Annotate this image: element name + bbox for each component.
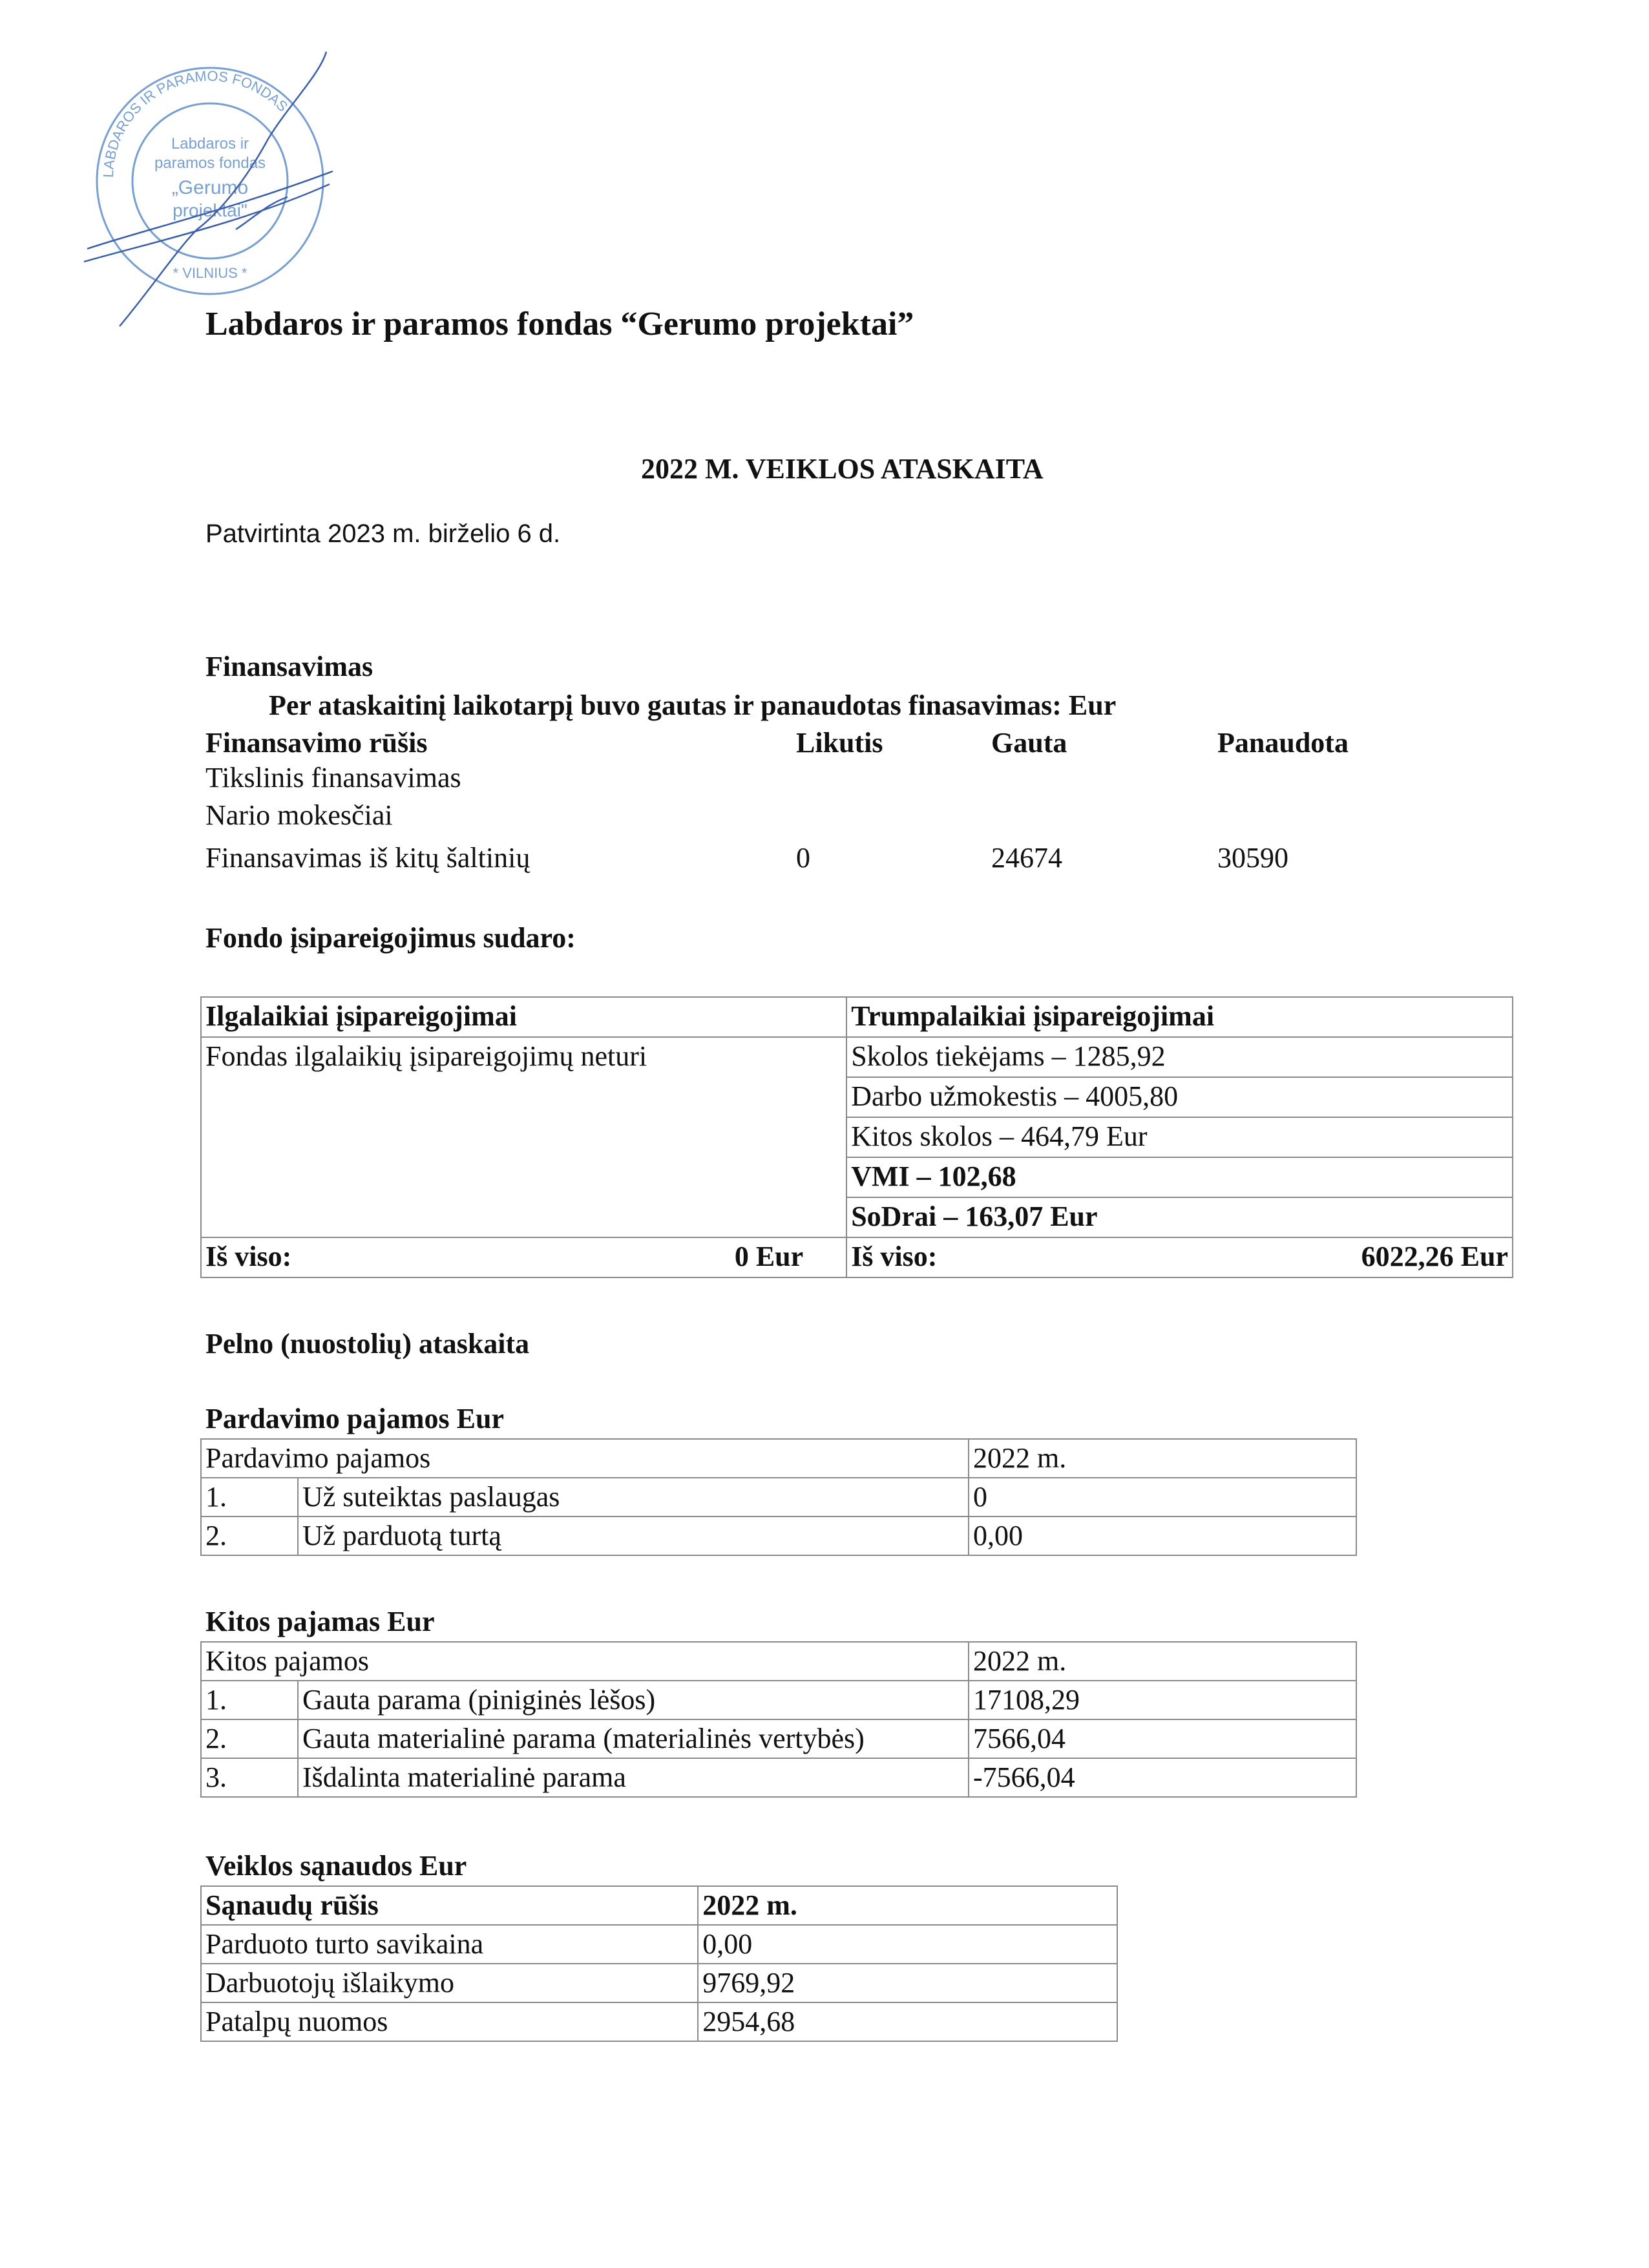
table-header-row	[201, 1439, 1356, 1478]
table-row	[201, 2002, 1117, 2041]
approval-date: Patvirtinta 2023 m. birželio 6 d.	[205, 520, 561, 548]
financing-row-received: 24674	[991, 842, 1062, 874]
row-value: 9769,92	[698, 1964, 1117, 2002]
long-term-empty-cell	[201, 1077, 846, 1117]
obligations-table	[200, 996, 1513, 1278]
costs-heading: Veiklos sąnaudos Eur	[205, 1850, 467, 1882]
row-label: Už suteiktas paslaugas	[298, 1478, 969, 1517]
financing-col-received: Gauta	[991, 727, 1067, 759]
table-row	[201, 1925, 1117, 1964]
row-number: 2.	[201, 1719, 298, 1758]
long-term-total-value: 0 Eur	[734, 1241, 804, 1272]
row-label: Išdalinta materialinė parama	[298, 1758, 969, 1797]
long-term-total-cell	[201, 1237, 846, 1277]
organization-title: Labdaros ir paramos fondas “Gerumo projektai”	[205, 306, 914, 342]
table-row	[201, 1964, 1117, 2002]
short-term-total-value: 6022,26 Eur	[1361, 1241, 1508, 1272]
short-term-total-cell	[846, 1237, 1513, 1277]
long-term-empty-cell	[201, 1197, 846, 1237]
report-title: 2022 M. VEIKLOS ATASKAITA	[641, 453, 1044, 485]
table-header-row	[201, 1886, 1117, 1925]
financing-row-balance: 0	[796, 842, 810, 874]
sales-income-heading: Pardavimo pajamos Eur	[205, 1403, 504, 1434]
row-value: 2954,68	[698, 2002, 1117, 2041]
financing-row-label: Tikslinis finansavimas	[205, 762, 461, 793]
sales-header-year: 2022 m.	[969, 1439, 1356, 1478]
table-row	[201, 1719, 1356, 1758]
long-term-header: Ilgalaikiai įsipareigojimai	[201, 997, 846, 1037]
table-header-row	[201, 1642, 1356, 1681]
row-number: 1.	[201, 1478, 298, 1517]
stamp-inner-text-3: „Gerumo	[171, 177, 249, 198]
short-term-total-label: Iš viso:	[851, 1241, 938, 1272]
financing-row	[205, 761, 1433, 797]
row-label: Už parduotą turtą	[298, 1517, 969, 1555]
table-row	[201, 1758, 1356, 1797]
row-label: Darbuotojų išlaikymo	[201, 1964, 698, 2002]
row-label: Parduoto turto savikaina	[201, 1925, 698, 1964]
row-number: 3.	[201, 1758, 298, 1797]
obligations-heading: Fondo įsipareigojimus sudaro:	[205, 922, 576, 954]
financing-heading: Finansavimas	[205, 651, 373, 682]
financing-intro: Per ataskaitinį laikotarpį buvo gautas ir panaudotas finasavimas: Eur	[269, 689, 1117, 721]
costs-header-label: Sąnaudų rūšis	[201, 1886, 698, 1925]
financing-row-label: Nario mokesčiai	[205, 799, 393, 831]
financing-row-used: 30590	[1217, 842, 1288, 874]
short-term-item: Darbo užmokestis – 4005,80	[846, 1077, 1513, 1117]
financing-col-balance: Likutis	[796, 727, 883, 759]
sales-header-label: Pardavimo pajamos	[201, 1439, 969, 1478]
table-row	[201, 1517, 1356, 1555]
short-term-item: SoDrai – 163,07 Eur	[846, 1197, 1513, 1237]
row-value: 0,00	[969, 1517, 1356, 1555]
stamp-inner-text-4: projektai"	[173, 200, 247, 220]
financing-col-used: Panaudota	[1217, 727, 1349, 759]
row-label: Gauta parama (piniginės lėšos)	[298, 1681, 969, 1719]
row-number: 1.	[201, 1681, 298, 1719]
financing-row-label: Finansavimas iš kitų šaltinių	[205, 842, 530, 874]
stamp-inner-text-2: paramos fondas	[154, 154, 266, 172]
other-income-heading: Kitos pajamas Eur	[205, 1606, 435, 1637]
stamp-outer-text: LABDAROS IR PARAMOS FONDAS	[100, 67, 291, 178]
row-value: -7566,04	[969, 1758, 1356, 1797]
stamp-bottom-text: * VILNIUS *	[173, 265, 247, 281]
costs-table	[200, 1885, 1118, 2042]
long-term-empty-cell	[201, 1157, 846, 1197]
financing-row	[205, 799, 1433, 835]
short-term-item: Kitos skolos – 464,79 Eur	[846, 1117, 1513, 1157]
row-label: Patalpų nuomos	[201, 2002, 698, 2041]
long-term-empty-cell	[201, 1117, 846, 1157]
row-label: Gauta materialinė parama (materialinės vertybės)	[298, 1719, 969, 1758]
sales-income-table	[200, 1438, 1357, 1556]
table-row	[201, 1478, 1356, 1517]
organization-stamp	[74, 36, 359, 333]
row-value: 0	[969, 1478, 1356, 1517]
financing-row	[205, 841, 1433, 877]
long-term-text: Fondas ilgalaikių įsipareigojimų neturi	[201, 1037, 846, 1077]
financing-header-row	[205, 726, 1433, 762]
row-value: 0,00	[698, 1925, 1117, 1964]
stamp-inner-text-1: Labdaros ir	[171, 135, 249, 152]
table-row	[201, 1681, 1356, 1719]
costs-header-year: 2022 m.	[698, 1886, 1117, 1925]
other-income-table	[200, 1641, 1357, 1798]
financing-col-type: Finansavimo rūšis	[205, 727, 428, 759]
other-header-label: Kitos pajamos	[201, 1642, 969, 1681]
long-term-total-label: Iš viso:	[205, 1241, 292, 1272]
short-term-header: Trumpalaikiai įsipareigojimai	[846, 997, 1513, 1037]
row-number: 2.	[201, 1517, 298, 1555]
short-term-item: VMI – 102,68	[846, 1157, 1513, 1197]
profit-loss-heading: Pelno (nuostolių) ataskaita	[205, 1328, 530, 1360]
row-value: 17108,29	[969, 1681, 1356, 1719]
other-header-year: 2022 m.	[969, 1642, 1356, 1681]
row-value: 7566,04	[969, 1719, 1356, 1758]
short-term-item: Skolos tiekėjams – 1285,92	[846, 1037, 1513, 1077]
